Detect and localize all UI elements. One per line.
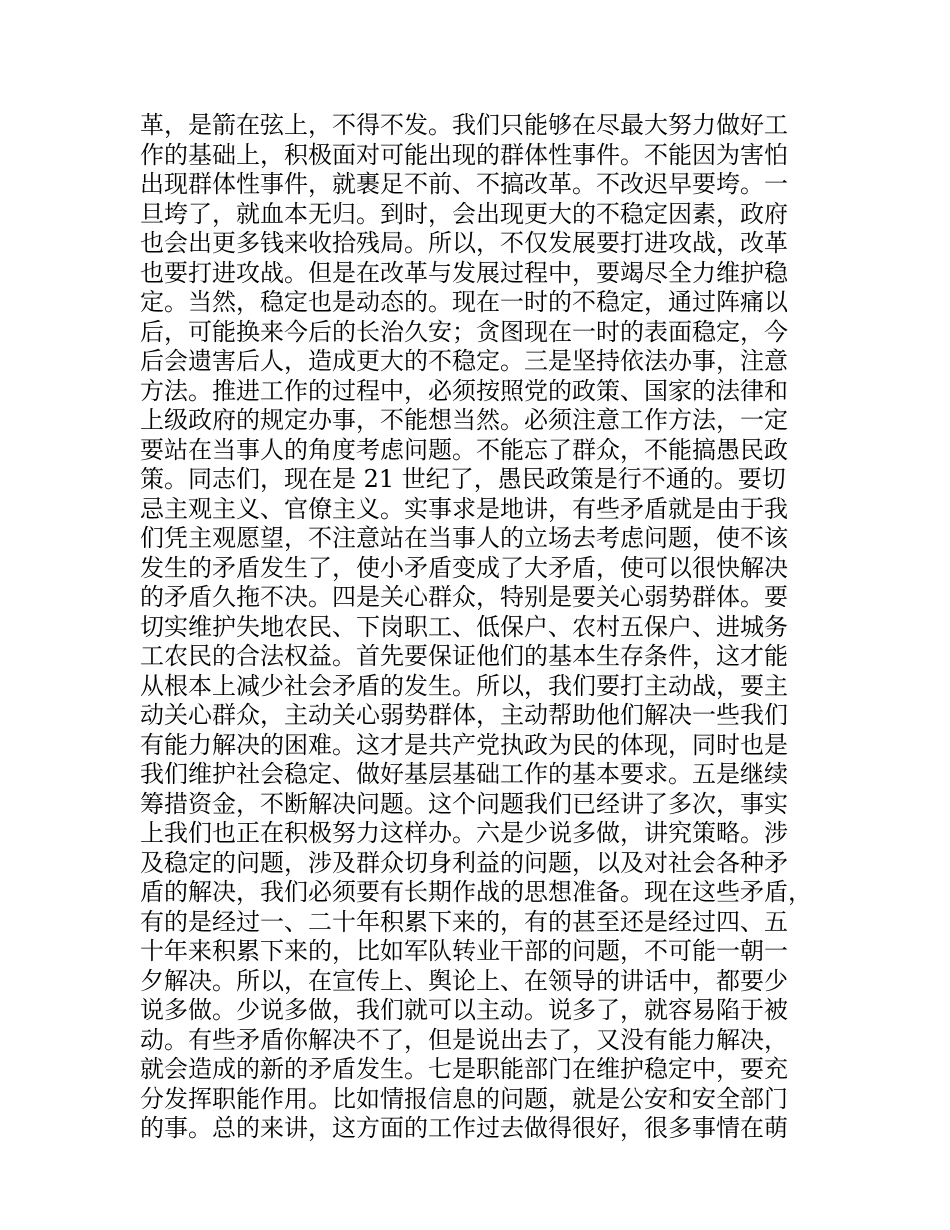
text-line: 发生的矛盾发生了，使小矛盾变成了大矛盾，使可以很快解决 bbox=[140, 553, 788, 582]
text-line: 分发挥职能作用。比如情报信息的问题，就是公安和安全部门 bbox=[140, 1084, 788, 1113]
text-line: 的矛盾久拖不决。四是关心群众，特别是要关心弱势群体。要 bbox=[140, 583, 788, 611]
text-line: 盾的解决，我们必须要有长期作战的思想准备。现在这些矛盾， bbox=[140, 878, 812, 906]
text-line: 要站在当事人的角度考虑问题。不能忘了群众，不能搞愚民政 bbox=[140, 435, 788, 464]
text-line: 上级政府的规定办事，不能想当然。必须注意工作方法，一定 bbox=[140, 406, 788, 434]
text-line: 有的是经过一、二十年积累下来的，有的甚至还是经过四、五 bbox=[140, 907, 788, 936]
text-line: 策。同志们，现在是 21 世纪了，愚民政策是行不通的。要切 bbox=[140, 465, 786, 493]
text-line: 从根本上减少社会矛盾的发生。所以，我们要打主动战，要主 bbox=[140, 671, 788, 700]
text-line: 动关心群众，主动关心弱势群体，主动帮助他们解决一些我们 bbox=[140, 701, 788, 729]
text-line: 切实维护失地农民、下岗职工、低保户、农村五保户、进城务 bbox=[140, 612, 788, 641]
text-line: 也会出更多钱来收拾残局。所以，不仅发展要打进攻战，改革 bbox=[140, 229, 788, 257]
text-line: 方法。推进工作的过程中，必须按照党的政策、国家的法律和 bbox=[140, 376, 788, 405]
text-line: 有能力解决的困难。这才是共产党执政为民的体现，同时也是 bbox=[140, 730, 788, 759]
text-line: 忌主观主义、官僚主义。实事求是地讲，有些矛盾就是由于我 bbox=[140, 494, 788, 523]
text-line: 出现群体性事件，就裹足不前、不搞改革。不改迟早要垮。一 bbox=[140, 170, 788, 198]
text-line: 的事。总的来讲，这方面的工作过去做得很好，很多事情在萌 bbox=[140, 1114, 788, 1142]
text-line: 就会造成的新的矛盾发生。七是职能部门在维护稳定中，要充 bbox=[140, 1055, 788, 1083]
text-line: 说多做。少说多做，我们就可以主动。说多了，就容易陷于被 bbox=[140, 996, 788, 1024]
text-line: 夕解决。所以，在宣传上、舆论上、在领导的讲话中，都要少 bbox=[140, 966, 788, 995]
text-line: 后，可能换来今后的长治久安；贪图现在一时的表面稳定，今 bbox=[140, 317, 788, 346]
body-text bbox=[140, 111, 830, 1144]
text-line: 十年来积累下来的，比如军队转业干部的问题，不可能一朝一 bbox=[140, 937, 788, 965]
text-line: 后会遗害后人，造成更大的不稳定。三是坚持依法办事，注意 bbox=[140, 347, 788, 375]
text-line: 动。有些矛盾你解决不了，但是说出去了，又没有能力解决， bbox=[140, 1025, 788, 1054]
text-line: 工农民的合法权益。首先要保证他们的基本生存条件，这才能 bbox=[140, 642, 788, 670]
text-line: 作的基础上，积极面对可能出现的群体性事件。不能因为害怕 bbox=[140, 140, 788, 169]
text-line: 定。当然，稳定也是动态的。现在一时的不稳定，通过阵痛以 bbox=[140, 288, 788, 316]
text-line: 筹措资金，不断解决问题。这个问题我们已经讲了多次，事实 bbox=[140, 789, 788, 818]
text-line: 旦垮了，就血本无归。到时，会出现更大的不稳定因素，政府 bbox=[140, 199, 788, 228]
text-line: 我们维护社会稳定、做好基层基础工作的基本要求。五是继续 bbox=[140, 760, 788, 788]
text-line: 及稳定的问题，涉及群众切身利益的问题，以及对社会各种矛 bbox=[140, 848, 788, 877]
text-line: 也要打进攻战。但是在改革与发展过程中，要竭尽全力维护稳 bbox=[140, 258, 788, 287]
text-line: 们凭主观愿望，不注意站在当事人的立场去考虑问题，使不该 bbox=[140, 524, 788, 552]
text-line: 革，是箭在弦上，不得不发。我们只能够在尽最大努力做好工 bbox=[140, 111, 788, 139]
text-line: 上我们也正在积极努力这样办。六是少说多做，讲究策略。涉 bbox=[140, 819, 788, 847]
